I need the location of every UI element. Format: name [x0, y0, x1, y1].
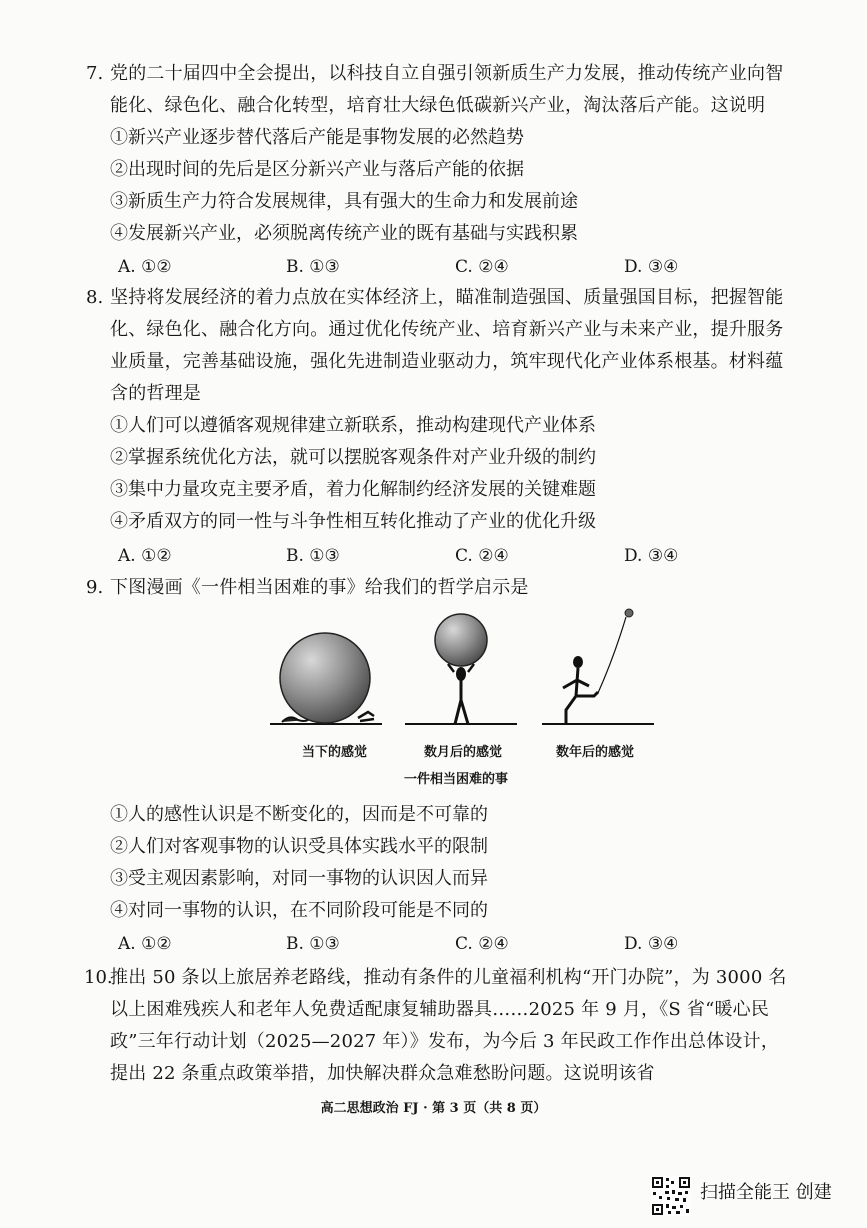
comic-panel-years-later	[542, 609, 654, 724]
comic-panel-caption: 数年后的感觉	[556, 745, 635, 760]
statement-option: ③受主观因素影响，对同一事物的认识因人而异	[110, 868, 488, 889]
comic-illustration	[260, 600, 660, 740]
statement-option: ③新质生产力符合发展规律，具有强大的生命力和发展前途	[110, 191, 578, 212]
comic-panel-caption: 数月后的感觉	[424, 745, 503, 760]
comic-panel-caption: 当下的感觉	[302, 745, 368, 760]
answer-choice-c[interactable]: C. ②④	[455, 934, 509, 954]
question-stem-line: 下图漫画《一件相当困难的事》给我们的哲学启示是	[110, 577, 529, 598]
answer-choice-b[interactable]: B. ①③	[286, 257, 340, 277]
answer-choice-a[interactable]: A. ①②	[118, 546, 172, 566]
question-stem-line: 能化、绿色化、融合化转型，培育壮大绿色低碳新兴产业，淘汰落后产能。这说明	[110, 95, 766, 116]
question-stem-line: 党的二十届四中全会提出，以科技自立自强引领新质生产力发展，推动传统产业向智	[110, 63, 784, 84]
question-number: 8.	[86, 287, 104, 308]
answer-choice-d[interactable]: D. ③④	[624, 934, 679, 954]
statement-option: ②掌握系统优化方法，就可以摆脱客观条件对产业升级的制约	[110, 447, 596, 468]
scanner-watermark: 扫描全能王 创建	[700, 1182, 832, 1203]
statement-option: ②人们对客观事物的认识受具体实践水平的限制	[110, 836, 488, 857]
answer-choice-a[interactable]: A. ①②	[118, 257, 172, 277]
answer-choice-d[interactable]: D. ③④	[624, 546, 679, 566]
question-number: 10.	[84, 967, 113, 988]
answer-choice-c[interactable]: C. ②④	[455, 257, 509, 277]
statement-option: ④发展新兴产业，必须脱离传统产业的既有基础与实践积累	[110, 223, 578, 244]
page-footer: 高二思想政治 FJ · 第 3 页（共 8 页）	[320, 1101, 547, 1116]
statement-option: ④矛盾双方的同一性与斗争性相互转化推动了产业的优化升级	[110, 511, 596, 532]
question-number: 9.	[86, 577, 104, 598]
statement-option: ①人们可以遵循客观规律建立新联系，推动构建现代产业体系	[110, 415, 596, 436]
statement-option: ①人的感性认识是不断变化的，因而是不可靠的	[110, 804, 488, 825]
question-stem-line: 以上困难残疾人和老年人免费适配康复辅助器具……2025 年 9 月，《S 省“暖心民	[110, 999, 770, 1020]
answer-choice-b[interactable]: B. ①③	[286, 934, 340, 954]
comic-panel-months-later	[405, 614, 517, 724]
question-number: 7.	[86, 63, 104, 84]
question-stem-line: 含的哲理是	[110, 383, 201, 404]
statement-option: ①新兴产业逐步替代落后产能是事物发展的必然趋势	[110, 127, 524, 148]
question-stem-line: 政”三年行动计划（2025—2027 年）》发布，为今后 3 年民政工作作出总体设计，	[110, 1031, 780, 1052]
qr-code-icon	[651, 1176, 691, 1216]
question-stem-line: 坚持将发展经济的着力点放在实体经济上，瞄准制造强国、质量强国目标，把握智能	[110, 287, 784, 308]
statement-option: ②出现时间的先后是区分新兴产业与落后产能的依据	[110, 159, 524, 180]
comic-title: 一件相当困难的事	[404, 772, 509, 787]
answer-choice-a[interactable]: A. ①②	[118, 934, 172, 954]
question-stem-line: 业质量，完善基础设施，强化先进制造业驱动力，筑牢现代化产业体系根基。材料蕴	[110, 351, 784, 372]
answer-choice-c[interactable]: C. ②④	[455, 546, 509, 566]
answer-choice-b[interactable]: B. ①③	[286, 546, 340, 566]
question-stem-line: 化、绿色化、融合化方向。通过优化传统产业、培育新兴产业与未来产业，提升服务	[110, 319, 784, 340]
question-stem-line: 推出 50 条以上旅居养老路线，推动有条件的儿童福利机构“开门办院”，为 3000 名	[110, 967, 787, 988]
question-stem-line: 提出 22 条重点政策举措，加快解决群众急难愁盼问题。这说明该省	[110, 1063, 655, 1084]
answer-choice-d[interactable]: D. ③④	[624, 257, 679, 277]
statement-option: ④对同一事物的认识，在不同阶段可能是不同的	[110, 900, 488, 921]
statement-option: ③集中力量攻克主要矛盾，着力化解制约经济发展的关键难题	[110, 479, 596, 500]
comic-panel-now	[270, 633, 382, 724]
